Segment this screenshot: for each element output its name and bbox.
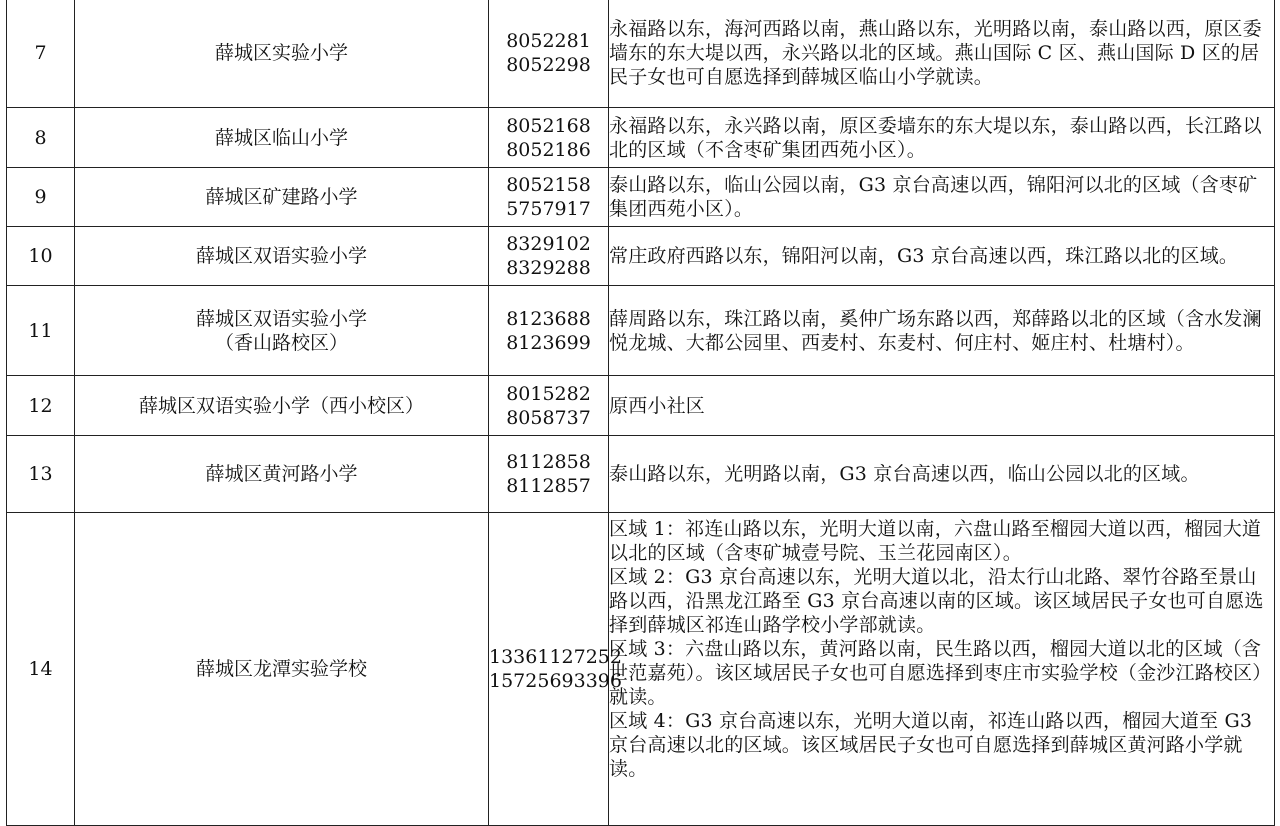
phone-numbers (489, 108, 609, 168)
school-name-line: 薛城区龙潭实验学校 (195, 658, 367, 680)
phone-numbers (489, 436, 609, 513)
phone-number: 8052158 (506, 174, 591, 196)
area-text: 泰山路以东，临山公园以南，G3 京台高速以西，锦阳河以北的区域（含枣矿集团西苑小区）。 (609, 174, 1258, 220)
phone-number: 8052281 (506, 30, 591, 52)
phone-number: 8123699 (506, 331, 591, 354)
phone-number: 8052298 (506, 54, 591, 76)
school-name (75, 108, 489, 168)
table-row (7, 227, 1275, 286)
school-name-line: 薛城区双语实验小学 (195, 245, 367, 267)
row-number: 8 (7, 108, 75, 168)
row-number: 7 (7, 0, 75, 108)
area-text: 永福路以东，永兴路以南，原区委墙东的东大堤以东，泰山路以西，长江路以北的区域（不含枣矿集团西苑小区）。 (609, 114, 1262, 161)
district-area (609, 108, 1275, 168)
school-name-line: 薛城区黄河路小学 (205, 463, 358, 485)
phone-numbers (489, 168, 609, 227)
row-number: 9 (7, 168, 75, 227)
table-row (7, 168, 1275, 227)
phone-numbers (489, 0, 609, 108)
row-number: 11 (7, 286, 75, 376)
phone-numbers (489, 513, 622, 826)
area-text: 薛周路以东，珠江路以南，奚仲广场东路以西，郑薛路以北的区域（含水发澜悦龙城、大都公园里、西麦村、东麦村、何庄村、姬庄村、杜塘村）。 (609, 307, 1262, 354)
phone-number: 8112858 (506, 451, 591, 473)
area-zone-1-text: 区域 1：祁连山路以东，光明大道以南，六盘山路至榴园大道以西，榴园大道以北的区域（含枣矿城壹号院、玉兰花园南区）。 (609, 518, 1262, 564)
school-name-line: 薛城区矿建路小学 (205, 186, 358, 208)
phone-number: 8058737 (506, 406, 591, 429)
school-name (75, 436, 489, 513)
phone-number: 5757917 (506, 198, 591, 220)
school-name (75, 168, 489, 227)
row-number: 14 (7, 513, 75, 826)
phone-number: 8112857 (506, 475, 591, 497)
school-name (75, 0, 489, 108)
district-area (609, 376, 1275, 436)
phone-number: 15725693396 (489, 670, 622, 692)
school-name (75, 286, 489, 376)
area-zone-4-text: 区域 4：G3 京台高速以东，光明大道以南，祁连山路以西，榴园大道至 G3 京台高速以北的区域。该区域居民子女也可自愿选择到薛城区黄河路小学就读。 (609, 710, 1253, 780)
phone-numbers (489, 227, 609, 286)
phone-number: 8329102 (506, 233, 591, 255)
area-text: 永福路以东，海河西路以南，燕山路以东，光明路以南，泰山路以西，原区委墙东的东大堤以西，永兴路以北的区域。燕山国际 C 区、燕山国际 D 区的居民子女也可自愿选择到薛城区临山小学就读。 (609, 18, 1262, 88)
district-area (609, 227, 1275, 286)
school-district-table (6, 0, 1275, 826)
school-name (75, 513, 489, 826)
phone-number: 8329288 (506, 257, 591, 279)
school-name (75, 376, 489, 436)
phone-number: 8123688 (506, 307, 591, 330)
school-name-line: 薛城区实验小学 (214, 42, 348, 64)
school-name-line: 薛城区双语实验小学 (195, 307, 367, 330)
district-area (609, 286, 1275, 376)
table-row (7, 513, 1275, 826)
phone-number: 13361127252 (489, 646, 622, 668)
school-name-line: 薛城区临山小学 (214, 126, 348, 149)
school-name (75, 227, 489, 286)
table-row (7, 108, 1275, 168)
phone-number: 8052186 (506, 138, 591, 161)
phone-numbers (489, 286, 609, 376)
phone-number: 8052168 (506, 114, 591, 137)
school-campus-line: （香山路校区） (214, 331, 348, 354)
district-area (609, 436, 1275, 513)
area-zone-2-text: 区域 2：G3 京台高速以东，光明大道以北，沿太行山北路、翠竹谷路至景山路以西，沿黑龙江路至 G3 京台高速以南的区域。该区域居民子女也可自愿选择到薛城区祁连山路学校小学部就读。 (609, 566, 1264, 636)
row-number: 13 (7, 436, 75, 513)
phone-numbers (489, 376, 609, 436)
phone-number: 8015282 (506, 382, 591, 405)
school-name-line: 薛城区双语实验小学（西小校区） (138, 394, 424, 417)
area-zone-3-text: 区域 3：六盘山路以东，黄河路以南，民生路以西，榴园大道以北的区域（含世范嘉苑）。该区域居民子女也可自愿选择到枣庄市实验学校（金沙江路校区）就读。 (609, 638, 1272, 708)
table-row (7, 0, 1275, 108)
area-text: 原西小社区 (609, 394, 706, 417)
area-text: 泰山路以东，光明路以南，G3 京台高速以西，临山公园以北的区域。 (609, 463, 1200, 485)
row-number: 12 (7, 376, 75, 436)
area-text: 常庄政府西路以东，锦阳河以南，G3 京台高速以西，珠江路以北的区域。 (609, 245, 1239, 267)
district-area (609, 513, 1275, 826)
table-row (7, 376, 1275, 436)
table-row (7, 286, 1275, 376)
table-row (7, 436, 1275, 513)
district-area (609, 0, 1275, 108)
district-area (609, 168, 1275, 227)
row-number: 10 (7, 227, 75, 286)
